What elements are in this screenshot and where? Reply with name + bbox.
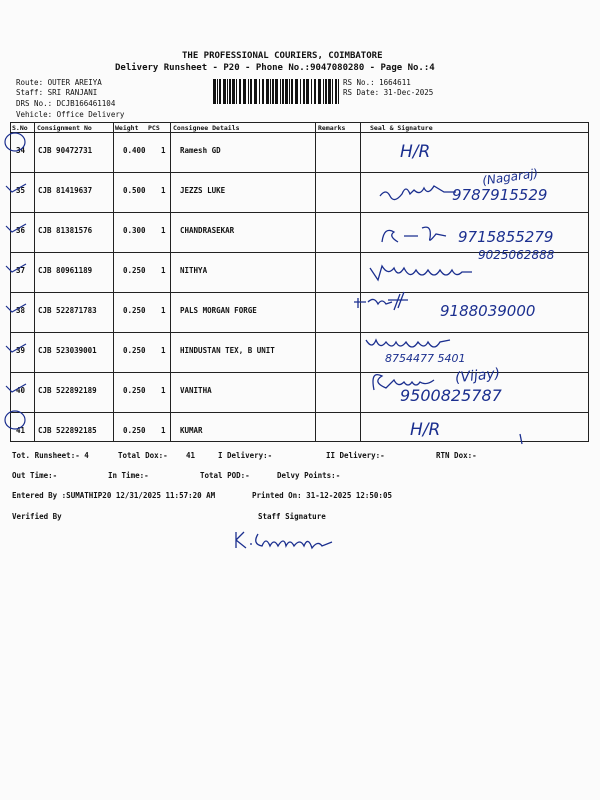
- signature-scribble-36: [378, 222, 458, 248]
- signature-scribble-38: [350, 290, 440, 314]
- tot-runsheet: Tot. Runsheet:- 4: [12, 451, 89, 460]
- cell-sno: 35: [16, 186, 26, 195]
- table-row: [10, 132, 589, 172]
- cell-sno: 41: [16, 426, 26, 435]
- rtn-dox-label: RTN Dox:-: [436, 451, 477, 460]
- total-pod-label: Total POD:-: [200, 471, 250, 480]
- staff-signature-label: Staff Signature: [258, 512, 326, 521]
- entered-by: Entered By :SUMATHIP20 12/31/2025 11:57:20 AM: [12, 491, 216, 500]
- handwritten-phone-35: 9787915529: [452, 186, 548, 204]
- col-header-remarks: Remarks: [318, 124, 346, 132]
- handwritten-hr-34: H/R: [400, 142, 431, 162]
- handwritten-phone-37: 9025062888: [478, 248, 555, 262]
- cell-weight: 0.250: [123, 426, 146, 435]
- total-dox-value: 41: [186, 451, 196, 460]
- cell-consignment-no: CJB 80961189: [38, 266, 93, 275]
- cell-consignment-no: CJB 522892189: [38, 386, 97, 395]
- table-row: [10, 372, 589, 412]
- cell-consignment-no: CJB 522871783: [38, 306, 97, 315]
- cell-sno: 37: [16, 266, 26, 275]
- verified-by-label: Verified By: [12, 512, 62, 521]
- cell-sno: 34: [16, 146, 26, 155]
- cell-consignee: NITHYA: [180, 266, 208, 275]
- row-tick-marks: [4, 130, 28, 452]
- cell-sno: 39: [16, 346, 26, 355]
- rs-no-label: RS No.: 1664611: [343, 78, 411, 87]
- cell-weight: 0.500: [123, 186, 146, 195]
- cell-weight: 0.250: [123, 386, 146, 395]
- cell-consignment-no: CJB 81419637: [38, 186, 93, 195]
- table-row: [10, 412, 589, 452]
- handwritten-name-35: (Nagaraj): [481, 166, 539, 188]
- drs-label: DRS No.: DCJB166461104: [16, 99, 116, 108]
- printed-on: Printed On: 31-12-2025 12:50:05: [252, 491, 392, 500]
- handwritten-hr-41: H/R: [410, 420, 441, 440]
- signature-scribble-35: [376, 180, 456, 204]
- handwritten-phone-36: 9715855279: [458, 228, 554, 246]
- cell-consignee: VANITHA: [180, 386, 212, 395]
- cell-weight: 0.250: [123, 266, 146, 275]
- col-header-weight: Weight: [115, 124, 139, 132]
- staff-label: Staff: SRI RANJANI: [16, 88, 98, 97]
- col-header-consignee: Consignee Details: [173, 124, 240, 132]
- rs-date-label: RS Date: 31-Dec-2025: [343, 88, 434, 97]
- cell-weight: 0.250: [123, 346, 146, 355]
- cell-pcs: 1: [161, 346, 166, 355]
- cell-pcs: 1: [161, 386, 166, 395]
- handwritten-phone-39: 8754477 5401: [385, 352, 466, 365]
- handwritten-phone-38: 9188039000: [440, 302, 536, 320]
- route-label: Route: OUTER AREIYA: [16, 78, 102, 87]
- cell-pcs: 1: [161, 306, 166, 315]
- cell-consignee: HINDUSTAN TEX, B UNIT: [180, 346, 275, 355]
- cell-pcs: 1: [161, 266, 166, 275]
- cell-pcs: 1: [161, 226, 166, 235]
- cell-pcs: 1: [161, 186, 166, 195]
- cell-sno: 40: [16, 386, 26, 395]
- cell-consignee: PALS MORGAN FORGE: [180, 306, 257, 315]
- handwritten-phone-40: 9500825787: [400, 386, 502, 405]
- out-time-label: Out Time:-: [12, 471, 58, 480]
- ii-delivery-label: II Delivery:-: [326, 451, 385, 460]
- runsheet-title: Delivery Runsheet - P20 - Phone No.:9047080280 - Page No.:4: [115, 63, 435, 73]
- in-time-label: In Time:-: [108, 471, 149, 480]
- delvy-points-label: Delvy Points:-: [277, 471, 341, 480]
- cell-weight: 0.250: [123, 306, 146, 315]
- cell-consignment-no: CJB 81381576: [38, 226, 93, 235]
- table-row: [10, 332, 589, 372]
- cell-sno: 38: [16, 306, 26, 315]
- cell-weight: 0.300: [123, 226, 146, 235]
- signature-scribble-39: [362, 332, 462, 354]
- cell-sno: 36: [16, 226, 26, 235]
- cell-consignment-no: CJB 522892185: [38, 426, 97, 435]
- cell-consignment-no: CJB 90472731: [38, 146, 93, 155]
- i-delivery-label: I Delivery:-: [218, 451, 273, 460]
- col-header-consignment: Consignment No: [37, 124, 92, 132]
- handwritten-name-40: (Vijay): [454, 365, 501, 387]
- company-title: THE PROFESSIONAL COURIERS, COIMBATORE: [182, 51, 383, 61]
- cell-consignee: Ramesh GD: [180, 146, 221, 155]
- cell-weight: 0.400: [123, 146, 146, 155]
- barcode-image: [213, 79, 339, 104]
- ink-mark: [516, 432, 526, 446]
- cell-consignee: CHANDRASEKAR: [180, 226, 235, 235]
- cell-consignee: JEZZS LUKE: [180, 186, 226, 195]
- signature-scribble-37: [366, 260, 476, 284]
- signature-scribble-40: [366, 368, 456, 394]
- cell-consignment-no: CJB 523039001: [38, 346, 97, 355]
- cell-pcs: 1: [161, 146, 166, 155]
- vehicle-label: Vehicle: Office Delivery: [16, 110, 125, 119]
- staff-signature-scribble: [230, 526, 360, 552]
- cell-pcs: 1: [161, 426, 166, 435]
- cell-consignee: KUMAR: [180, 426, 203, 435]
- col-header-seal-signature: Seal & Signature: [370, 124, 433, 132]
- total-dox-label: Total Dox:-: [118, 451, 168, 460]
- col-header-pcs: PCS: [148, 124, 160, 132]
- col-header-sno: S.No: [12, 124, 28, 132]
